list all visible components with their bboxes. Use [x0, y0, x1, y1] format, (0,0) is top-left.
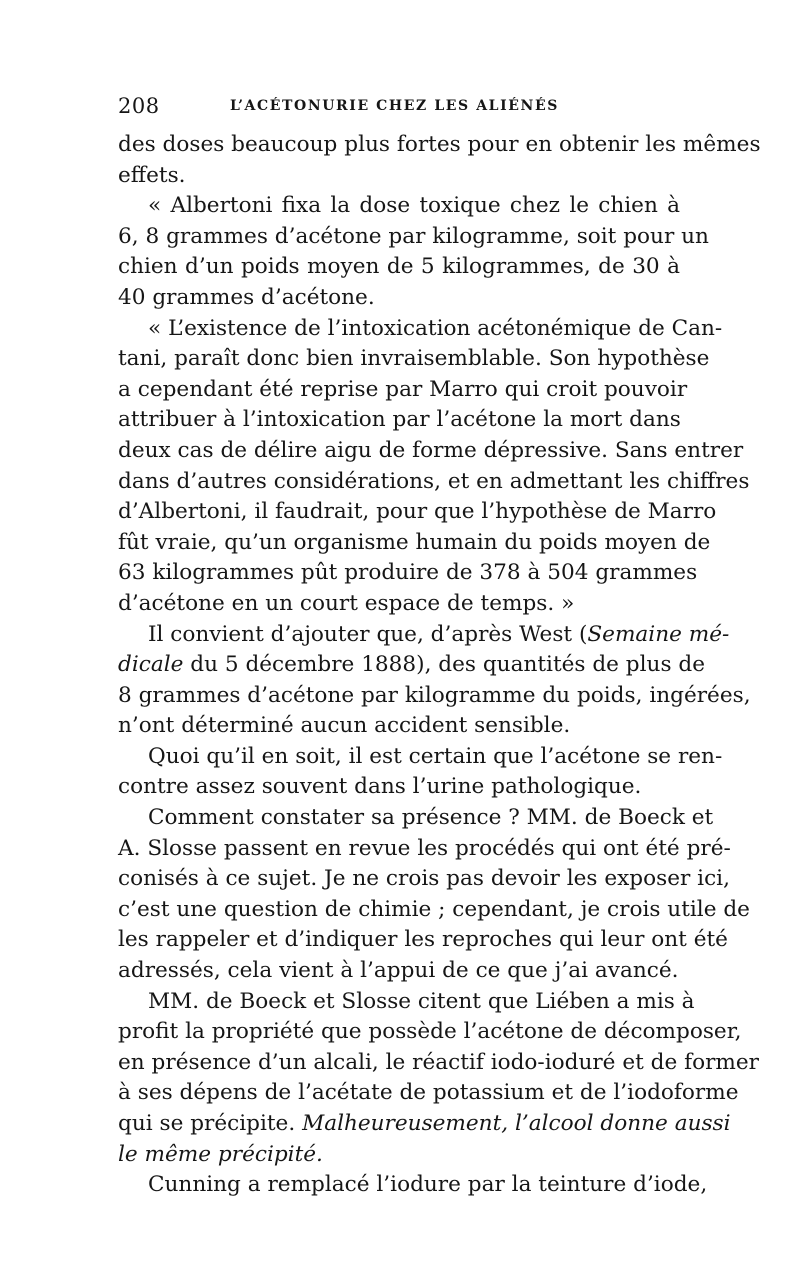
- text-line: fût vraie, qu’un organisme humain du poids moyen de: [118, 529, 711, 555]
- body-text: [118, 130, 761, 1201]
- text-line: en présence d’un alcali, le réactif iodo-ioduré et de former: [118, 1049, 760, 1075]
- text-line: 40 grammes d’acétone.: [118, 284, 375, 310]
- text-line: A. Slosse passent en revue les procédés qui ont été pré-: [118, 835, 731, 861]
- text-line: conisés à ce sujet. Je ne crois pas devoir les exposer ici,: [118, 866, 730, 892]
- text-line: deux cas de délire aigu de forme dépressive. Sans entrer: [118, 437, 744, 463]
- text-line: [118, 1109, 731, 1140]
- paragraph-first-line: MM. de Boeck et Slosse citent que Liében a mis à: [148, 988, 695, 1014]
- text-line: chien d’un poids moyen de 5 kilogrammes, de 30 à: [118, 254, 680, 280]
- running-header: [118, 94, 680, 118]
- paragraph-first-line: Quoi qu’il en soit, il est certain que l’acétone se ren-: [148, 743, 723, 769]
- paragraph-first-line: « Albertoni fixa la dose toxique chez le chien à: [148, 193, 680, 219]
- text-line: profit la propriété que possède l’acétone de décomposer,: [118, 1019, 742, 1045]
- text-line: n’ont déterminé aucun accident sensible.: [118, 713, 571, 739]
- italic-text: Semaine mé-: [587, 621, 730, 647]
- text-line: a cependant été reprise par Marro qui croit pouvoir: [118, 376, 688, 402]
- text-line: [118, 1140, 680, 1171]
- text-line: 6, 8 grammes d’acétone par kilogramme, soit pour un: [118, 223, 709, 249]
- paragraph-first-line: Cunning a remplacé l’iodure par la teinture d’iode,: [148, 1172, 708, 1198]
- text-line: d’acétone en un court espace de temps. »: [118, 590, 575, 616]
- text-line: d’Albertoni, il faudrait, pour que l’hypothèse de Marro: [118, 499, 717, 525]
- paragraph-first-line: Comment constater sa présence ? MM. de Boeck et: [148, 805, 714, 831]
- text-line: adressés, cela vient à l’appui de ce que j’ai avancé.: [118, 958, 679, 984]
- italic-text: Malheureusement, l’alcool donne aussi: [302, 1111, 731, 1136]
- text-line: [118, 650, 705, 681]
- italic-text: dicale: [118, 652, 184, 678]
- text-line: c’est une question de chimie ; cependant, je crois utile de: [118, 896, 750, 922]
- text-line: tani, paraît donc bien invraisemblable. Son hypothèse: [118, 346, 710, 372]
- text-line: effets.: [118, 162, 186, 188]
- paragraph-first-line: [118, 620, 730, 651]
- page-number: 208: [118, 94, 160, 118]
- text-line: contre assez souvent dans l’urine pathologique.: [118, 774, 642, 800]
- paragraph-first-line: « L’existence de l’intoxication acétonémique de Can-: [148, 315, 723, 341]
- running-title: L’ACÉTONURIE CHEZ LES ALIÉNÉS: [230, 98, 559, 114]
- text-line: 63 kilogrammes pût produire de 378 à 504 grammes: [118, 560, 698, 586]
- text-line: dans d’autres considérations, et en admettant les chiffres: [118, 468, 750, 494]
- italic-text: le même précipité.: [118, 1141, 323, 1167]
- text-line: attribuer à l’intoxication par l’acétone la mort dans: [118, 407, 681, 433]
- text-span: qui se précipite.: [118, 1111, 303, 1136]
- text-line: les rappeler et d’indiquer les reproches qui leur ont été: [118, 927, 728, 953]
- text-line: 8 grammes d’acétone par kilogramme du poids, ingérées,: [118, 682, 751, 708]
- text-line: des doses beaucoup plus fortes pour en obtenir les mêmes: [118, 132, 761, 157]
- text-span: du 5 décembre 1888), des quantités de plus de: [183, 652, 705, 678]
- text-span: Il convient d’ajouter que, d’après West (: [148, 621, 588, 647]
- text-line: à ses dépens de l’acétate de potassium et de l’iodoforme: [118, 1080, 739, 1106]
